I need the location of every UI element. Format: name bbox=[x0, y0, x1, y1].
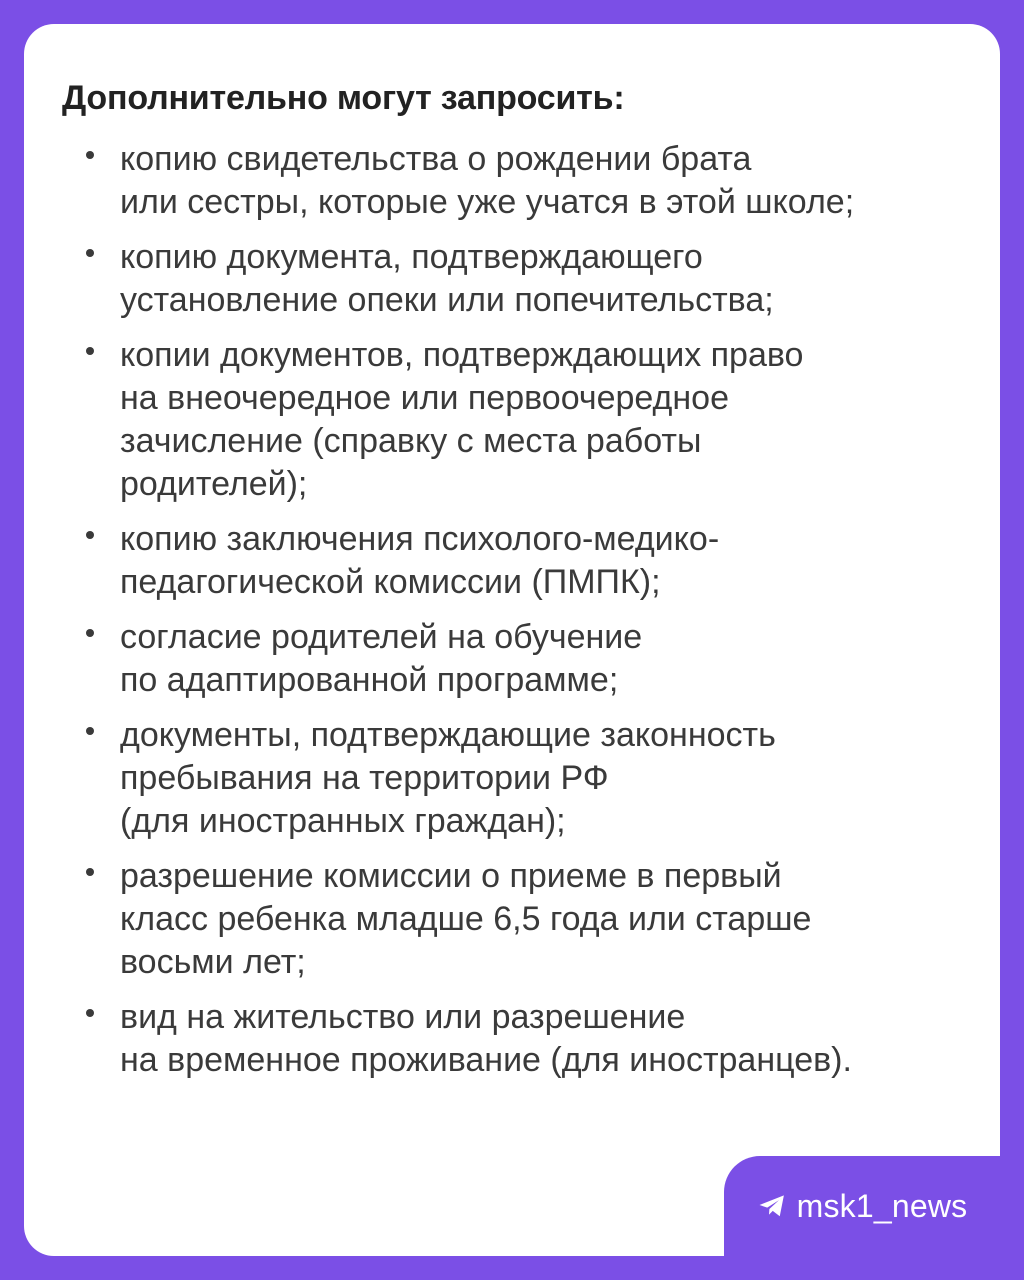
telegram-icon bbox=[757, 1191, 787, 1221]
bullet-icon bbox=[86, 727, 94, 735]
requirements-list bbox=[62, 138, 964, 1082]
page-title: Дополнительно могут запросить: bbox=[62, 79, 625, 117]
list-item bbox=[62, 996, 964, 1082]
list-item-text: согласие родителей на обучение по адаптированной программе; bbox=[120, 618, 643, 699]
bullet-icon bbox=[86, 531, 94, 539]
list-item-text: копию заключения психолого-медико- педагогической комиссии (ПМПК); bbox=[120, 520, 720, 601]
list-item bbox=[62, 518, 964, 604]
list-item bbox=[62, 334, 964, 506]
list-item-text: копию свидетельства о рождении брата или сестры, которые уже учатся в этой школе; bbox=[120, 140, 855, 221]
bullet-icon bbox=[86, 1009, 94, 1017]
list-item bbox=[62, 616, 964, 702]
bullet-icon bbox=[86, 868, 94, 876]
list-item bbox=[62, 714, 964, 843]
list-item-text: разрешение комиссии о приеме в первый класс ребенка младше 6,5 года или старше восьми лет; bbox=[120, 857, 812, 981]
list-item-text: документы, подтверждающие законность пребывания на территории РФ (для иностранных граждан); bbox=[120, 716, 776, 840]
list-item bbox=[62, 855, 964, 984]
content-card bbox=[24, 24, 1000, 1256]
bullet-icon bbox=[86, 347, 94, 355]
list-item-text: копию документа, подтверждающего установление опеки или попечительства; bbox=[120, 238, 774, 319]
bullet-icon bbox=[86, 249, 94, 257]
channel-badge[interactable] bbox=[724, 1156, 1000, 1256]
bullet-icon bbox=[86, 151, 94, 159]
bullet-icon bbox=[86, 629, 94, 637]
list-item-text: вид на жительство или разрешение на временное проживание (для иностранцев). bbox=[120, 998, 852, 1079]
list-item bbox=[62, 236, 964, 322]
list-item-text: копии документов, подтверждающих право на внеочередное или первоочередное зачисление (справку с места работы родителей); bbox=[120, 336, 804, 503]
channel-handle: msk1_news bbox=[796, 1187, 968, 1224]
list-item bbox=[62, 138, 964, 224]
